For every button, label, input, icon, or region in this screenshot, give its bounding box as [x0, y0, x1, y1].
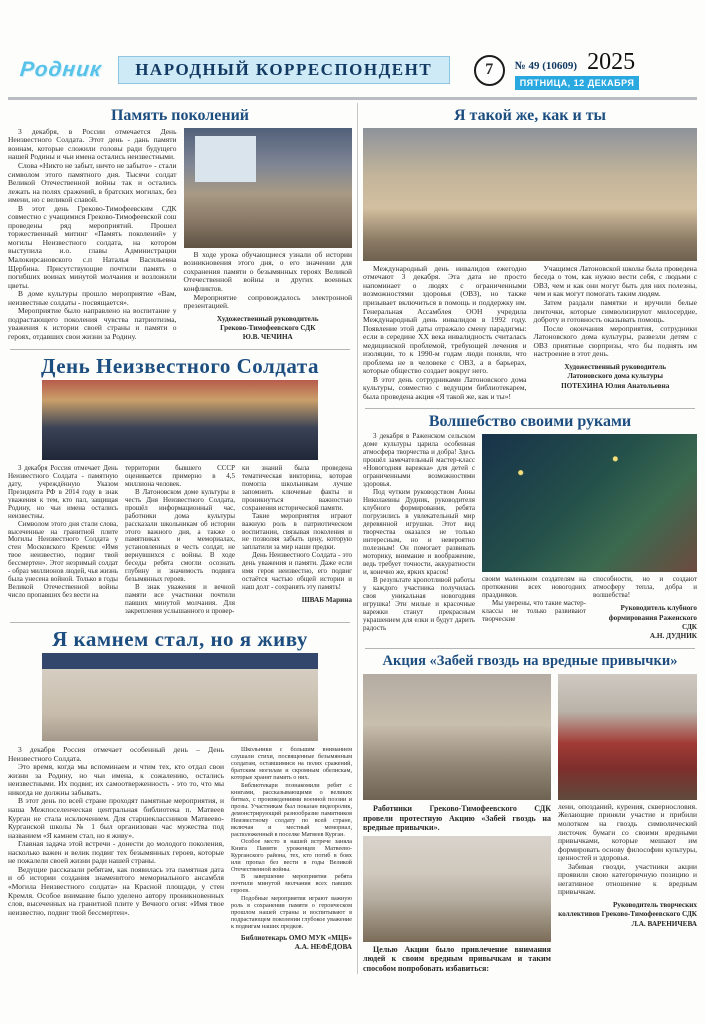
paragraph: 3 декабря Россия отмечает День Неизвестного Солдата - памятную дату, учреждённую Указом Президента РФ в 2014 году в знак уважения к тем, кто пал, защищая Родину, но чьи имена остались неизвестны. [8, 463, 118, 520]
photo-auditorium-red-seats [558, 674, 697, 800]
right-column-area [363, 103, 697, 974]
photo-information-hour [42, 380, 318, 460]
paragraph: Под чутким руководством Анны Николаевны Дудник, руководителя клубного формирования, ребята погрузились в увлекательный мир деревянной игрушки. Этот вид творчества оказался не только интересным, но и невероятно полезным! Он помогает развивать моторику, внимание и воображение, ведь требует точности, аккуратности и, конечно же, ярких красок! [363, 488, 475, 576]
paragraph: ки знаний была проведена тематическая викторина, которая помогла школьникам лучше запомнить ключевые факты и проникнуться важностью сохранения исторической памяти. [242, 463, 352, 512]
byline-line: Руководитель клубного формирования Раженского СДК [608, 604, 697, 631]
paragraph: Слова «Никто не забыт, ничто не забыто» - стали символом этого памятного дня. Тысячи солдат Великой Отечественной войны так и остались лежать на полях сражений, в братских могилах, без имени, но с великой славой. [8, 160, 177, 205]
lead-paragraph: Целью Акции было привлечение внимания людей к своим вредным привычкам и таким способом попробовать избавиться: [363, 944, 551, 973]
paragraph: Символом этого дня стали слова, высеченные на гранитной плите Могилы Неизвестного Солдата у стен Московского Кремля: «Имя твое неизвестно, подвиг твой бессмертен». Этот незримый солдат - образ миллионов людей, чья жизнь была унесена войной. Только в годы Великой Отечественной войны число пропавших без вести на [8, 519, 118, 600]
page-number-badge: 7 [474, 55, 505, 86]
article-nail-bad-habits-action [363, 654, 697, 975]
paragraph: В результате кропотливой работы у каждого участника получилась своя уникальная новогодняя игрушка! Эти милые и красочные варежки станут прекрасным украшением для елки и будут дарить радость [363, 575, 475, 632]
paragraph: Забивая гвозди, участники акции проявили свою категоричную позицию и негативное отношение к вредным привычкам. [558, 861, 697, 897]
newspaper-logo: Родник [18, 58, 103, 81]
paragraph: 3 декабря, в России отмечается День Неизвестного Солдата. Этот день - дань памяти воинам, которые сложили головы ради будущего нашей Родины и чьи имена остались неизвестными. [8, 126, 177, 162]
paragraph: Затем раздали памятки и вручили белые ленточки, которые символизируют милосердие, доброту и готовность оказывать помощь. [533, 297, 697, 325]
header-divider [8, 97, 697, 100]
paragraph: Школьники с большим вниманием слушали стихи, посвященные безымянным солдатам, оставшимися на полях сражений, братским могилам и скромным обелискам, которые хранят память о них. [231, 746, 352, 782]
date-bar: ПЯТНИЦА, 12 ДЕКАБРЯ [515, 76, 640, 90]
byline [534, 363, 698, 391]
byline-line: Латоновского дома культуры [567, 372, 664, 381]
byline-line: Художественный руководитель [216, 314, 319, 323]
paragraph: После окончания мероприятия, сотрудники Латоновского дома культуры, развезли детям с ОВЗ приятные сюрпризы, что бы поднять им настроение в этот день. [533, 323, 697, 359]
paragraph: В завершение мероприятия ребята почтили минутой молчания всех павших героев. [231, 873, 352, 895]
paragraph: способности, но и создают атмосферу тепла, добра и волшебства! [593, 575, 697, 600]
photo-children-group-hall [363, 128, 697, 261]
byline-line: Библиотекарь ОМО МУК «МЦБ» [240, 933, 352, 942]
byline-line: Руководитель творческих [613, 900, 697, 909]
paragraph: В знак уважения и вечной памяти все участники почтили павших минутой молчания. Для закрепления услышанного и провер- [125, 583, 235, 616]
paragraph: Подобные мероприятия играют важную роль в сохранении памяти о героическом прошлом нашей страны и воспитывают в подрастающем поколении глубокое уважение к подвигам наших предков. [231, 894, 352, 930]
photo-nail-hammering-table [363, 836, 551, 942]
byline [231, 934, 352, 953]
article-title: Волшебство своими руками [428, 412, 632, 430]
byline [558, 901, 697, 929]
paragraph: своим маленьким создателям на протяжении всех новогодних праздников. [482, 575, 586, 600]
paragraph: территории бывшего СССР оценивается примерно в 4,5 миллиона человек. [125, 463, 235, 488]
byline-line: А.А. НЕФЁДОВА [294, 943, 352, 952]
article-divider [10, 622, 350, 623]
paragraph: В этот день Греково-Тимофеевским СДК совместно с учащимися Греково-Тимофеевской сош проведены ряд мероприятий. Прошел торжественный митинг «Память поколений» у могилы Неизвестного солдата, на котором выступила и.о. главы Администрации Малокирсановского с.п Наталья Васильевна Щербина. Присутствующие почтили память о погибших воинах минутой молчания и возложили цветы. [8, 203, 177, 290]
photo-library-hour-of-courage [42, 653, 318, 741]
article-magic-with-own-hands [363, 414, 697, 642]
article-title: Я камнем стал, но я живу [52, 627, 308, 652]
article-title: Я такой же, как и ты [453, 107, 607, 124]
article-i-am-the-same-as-you [363, 108, 697, 402]
issue-number: № 49 (10609) [514, 60, 578, 72]
photo-craft-masterclass [482, 434, 697, 572]
paragraph: Библиотекари познакомили ребят с книгами, рассказывающими о великих битвах, с произведениями военной поэзии и прозы. Участникам был показан видеоролик, демонстрирующий разнообразие памятников Неизвестному солдату по всей стране, включая и местный мемориал, расположенный в поселке Матвеев Курган. [231, 781, 352, 838]
article-title: Память поколений [110, 107, 250, 124]
paragraph: Мы уверены, что такие мастер-классы не только развивают творческие [482, 599, 586, 624]
lead-paragraph: Работники Греково-Тимофеевского СДК провели протестную Акцию «Забей гвоздь на вредные привычки». [363, 803, 551, 833]
center-column-divider [357, 103, 358, 974]
paragraph: В доме культуры прошло мероприятие «Вам, неизвестные солдаты - посвящается». [8, 289, 177, 307]
byline-line: ШВАБ Марина [301, 596, 352, 605]
paragraph: Мероприятие сопровождалось электронной презентацией. [183, 292, 352, 311]
paragraph: День Неизвестного Солдата - это день уважения и памяти. Даже если имя героя неизвестно, его подвиг остаётся частью общей истории и наш долг - сохранять эту память! [242, 551, 352, 592]
photo-classroom-presentation [184, 128, 353, 248]
byline-line: ПОТЕХИНА Юлия Анатольевна [561, 381, 670, 390]
article-title: Акция «Забей гвоздь на вредные привычки» [382, 652, 678, 669]
byline-line: Художественный руководитель [564, 362, 667, 371]
article-memory-of-generations [8, 108, 352, 343]
photo-action-participants [363, 674, 551, 800]
article-title: День Неизвестного Солдата [41, 353, 319, 378]
paragraph: Ведущие рассказали ребятам, как появилась эта памятная дата и об истории создания знаменитого мемориального ансамбля «Могила Неизвестного солдата» на Красной площади, у стен Кремля. Особое внимание было уделено автору проникновенных слов, высеченных на гранитной плите у Вечного огня: «Имя твое неизвестно, подвиг твой бессмертен». [8, 864, 224, 917]
paragraph: Международный день инвалидов ежегодно отмечают 3 декабря. Эта дата не просто напоминает о людях с ограниченными возможностями здоровья (ОВЗ), но также призывает включиться в помощь и поддержку им. Генеральная Ассамблея ООН учредила Международный день инвалидов в 1992 году. Появление этой даты отражало смену парадигмы: если в середине XX века инвалидность считалась медицинской проблемой, требующей лечения и изоляции, то к 1990-м годам люди поняли, что проблема не в человеке с ОВЗ, а в барьерах, которые общество создает вокруг него. [363, 263, 527, 376]
paragraph: 3 декабря Россия отмечает особенный день – День Неизвестного Солдата. [8, 745, 224, 763]
paragraph: 3 декабря в Раженском сельском доме культуры царила особенная атмосфера творчества и добра! Здесь прошёл замечательный мастер-класс «Новогодняя варежка» для детей с ограниченными возможностями здоровья. [363, 432, 475, 489]
issue-block [515, 50, 640, 90]
article-divider [365, 648, 695, 649]
byline [184, 315, 353, 343]
byline [593, 604, 697, 641]
paragraph: В ходе урока обучающиеся узнали об истории возникновения этого дня, о его значении для сохранения памяти о безымянных героях Великой Отечественной войны и других военных конфликтов. [183, 249, 352, 293]
paragraph: Главная задача этой встречи - донести до молодого поколения, насколько важен и велик подвиг тех безымянных героев, которые не пожалели своей жизни ради нашей страны. [8, 839, 224, 866]
year: 2025 [587, 49, 636, 75]
page-header [0, 0, 705, 90]
masthead-title: НАРОДНЫЙ КОРРЕСПОНДЕНТ [135, 60, 433, 79]
byline-line: коллективов Греково-Тимофеевского СДК [558, 910, 697, 919]
page-content [0, 103, 705, 974]
left-column-area [8, 103, 352, 974]
paragraph: Особое место в нашей встрече заняла Книга Памяти уроженцев Матвеево-Курганского района, тех, кто погиб в боях или пропал без вести в годы Великой Отечественной войны. [231, 838, 352, 874]
paragraph: В Латоновском доме культуры в честь Дня Неизвестного Солдата, прошёл информационный час, работники дома культуры рассказали школьникам об истории этого важного дня, а также о памятниках и мемориалах, установленных в честь солдат, не вернувшихся с войны. В ходе беседы ребята смогли осознать глубину и значимость подвига безымянных героев. [125, 487, 235, 584]
paragraph: лени, опозданий, курения, сквернословия. Желающие приняли участие и прибили молотком на гвоздь символический листочек бумаги со своими вредными привычками, которые мешают им формировать основу философии культуры, ценностей и здоровья. [558, 801, 697, 863]
paragraph: Это время, когда мы вспоминаем и чтим тех, кто отдал свои жизни за Родину, но чьи имена, к сожалению, остались неизвестными. Их подвиг, их самоотверженность - это то, что мы никогда не должны забывать. [8, 762, 224, 797]
byline-line: А.Н. ДУДНИК [649, 632, 697, 641]
paragraph: Учащимся Латоновской школы была проведена беседа о том, как нужно вести себя, с людьми с ОВЗ, чем и как они могут быть для них полезны, чем и как могут помогать таким людям. [533, 263, 697, 299]
byline-line: Л.А. ВАРЕНИЧЕВА [631, 919, 697, 928]
byline-line: Греково-Тимофеевского СДК [220, 323, 316, 332]
byline [242, 596, 352, 605]
article-i-became-a-stone [8, 628, 352, 952]
paragraph: В этот день по всей стране проходят памятные мероприятия, и наша Межпоселенческая центральная библиотека п. Матвеев Курган не стала исключением. Для старшеклассников Матвеево-Курганской школы № 1 был организован час мужества под названием «Я камнем стал, но я живу». [8, 796, 224, 840]
paragraph: В этот день сотрудниками Латоновского дома культуры, совместно с ведущим библиотекарем, была проведена акция «Я такой же, как и ты»! [363, 374, 527, 401]
article-unknown-soldier-day [8, 355, 352, 616]
article-divider [10, 349, 350, 350]
paragraph: Такие мероприятия играют важную роль в патриотическом воспитании, связывая поколения и не позволяя забыть цену, которую заплатили за мир наши предки. [242, 511, 352, 552]
article-divider [365, 408, 695, 409]
masthead-box [118, 56, 450, 84]
paragraph: Мероприятие было направлено на воспитание у подрастающего поколения чувства патриотизма, уважения к истории своей страны и памяти о героях, отдавших свои жизни за Родину. [8, 306, 177, 341]
byline-line: Ю.В. ЧЕЧИНА [242, 333, 293, 342]
